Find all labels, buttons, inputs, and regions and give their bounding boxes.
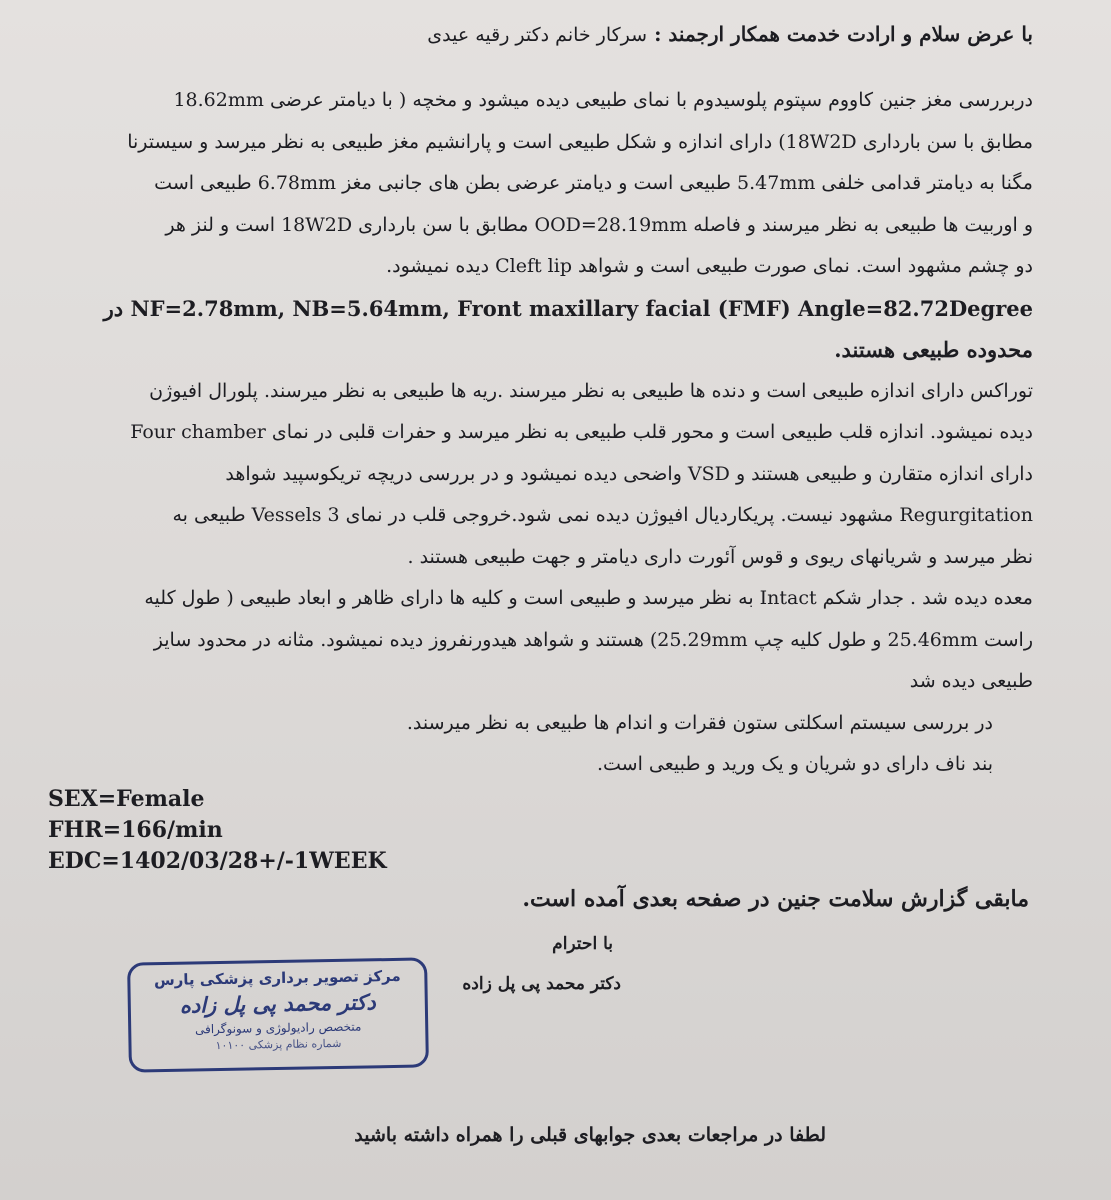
report-line: دیده نمیشود. اندازه قلب طبیعی است و محور قلب طبیعی به نظر میرسد و حفرات قلبی در نمای Four chamber: [130, 421, 1033, 443]
salutation: [73, 22, 1033, 46]
report-body: [48, 80, 1033, 786]
doctor-stamp: [127, 957, 429, 1072]
recipient-name: سرکار خانم دکتر رقیه عیدی: [427, 24, 648, 46]
measurement-line-tail: محدوده طبیعی هستند.: [834, 337, 1033, 362]
report-line: معده دیده شد . جدار شکم Intact به نظر میرسد و طبیعی است و کلیه ها دارای ظاهر و ابعاد طبیعی ( طول کلیه: [144, 587, 1033, 609]
stamp-center: مرکز تصویر برداری پزشکی پارس: [153, 966, 401, 990]
report-line: راست 25.46mm و طول کلیه چپ 25.29mm) هستند و شواهد هیدورنفروز دیده نمیشود. مثانه در محدود سایز: [153, 628, 1033, 651]
stamp-license: شماره نظام پزشکی ۱۰۱۰۰: [215, 1036, 342, 1053]
report-line: و اوربیت ها طبیعی به نظر میرسند و فاصله OOD=28.19mm مطابق با سن بارداری 18W2D است و لنز هر: [165, 213, 1033, 236]
stamp-specialty: متخصص رادیولوژی و سونوگرافی: [194, 1019, 362, 1037]
vitals-block: [48, 784, 468, 877]
report-line: دارای اندازه متقارن و طبیعی هستند و VSD واضحی دیده نمیشود و در بررسی دریچه تریکوسپید شواهد: [225, 462, 1033, 485]
measurement-line: NF=2.78mm, NB=5.64mm, Front maxillary facial (FMF) Angle=82.72Degree در: [103, 295, 1033, 321]
report-line: مگنا به دیامتر قدامی خلفی 5.47mm طبیعی است و دیامتر عرضی بطن های جانبی مغز 6.78mm طبیعی است: [154, 172, 1033, 194]
report-line: بند ناف دارای دو شریان و یک ورید و طبیعی است.: [596, 753, 993, 775]
edc-value: EDC=1402/03/28+/-1WEEK: [48, 848, 387, 874]
footer-note: لطفا در مراجعات بعدی جوابهای قبلی را همراه داشته باشید: [354, 1124, 826, 1146]
continued-note: مابقی گزارش سلامت جنین در صفحه بعدی آمده است.: [522, 886, 1029, 912]
sex-value: SEX=Female: [48, 786, 205, 812]
report-line: دو چشم مشهود است. نمای صورت طبیعی است و شواهد Cleft lip دیده نمیشود.: [386, 255, 1033, 277]
greeting: با عرض سلام و ارادت خدمت همکار ارجمند :: [654, 22, 1033, 46]
report-line: Regurgitation مشهود نیست. پریکاردیال افیوژن دیده نمی شود.خروجی قلب در نمای 3 Vessels طبیعی به: [172, 504, 1033, 526]
report-line: نظر میرسد و شریانهای ریوی و قوس آئورت داری دیامتر و جهت طبیعی هستند .: [407, 545, 1033, 568]
report-line: در بررسی سیستم اسکلتی ستون فقرات و اندام ها طبیعی به نظر میرسند.: [406, 711, 993, 734]
report-line: دربررسی مغز جنین کاووم سپتوم پلوسیدوم با نمای طبیعی دیده میشود و مخچه ( با دیامتر عرضی 18.62mm: [173, 89, 1033, 111]
fhr-value: FHR=166/min: [48, 817, 223, 843]
doctor-name: دکتر محمد پی پل زاده: [462, 974, 621, 994]
report-line: طبیعی دیده شد: [909, 670, 1033, 692]
stamp-name: دکتر محمد پی پل زاده: [179, 990, 376, 1018]
report-line: مطابق با سن بارداری 18W2D) دارای اندازه و شکل طبیعی است و پارانشیم مغز طبیعی به نظر میرسد و سیسترنا: [127, 130, 1033, 153]
regards-text: با احترام: [552, 934, 613, 954]
report-line: توراکس دارای اندازه طبیعی است و دنده ها طبیعی به نظر میرسند .ریه ها طبیعی به نظر میرسند. پلورال افیوژن: [149, 379, 1033, 402]
